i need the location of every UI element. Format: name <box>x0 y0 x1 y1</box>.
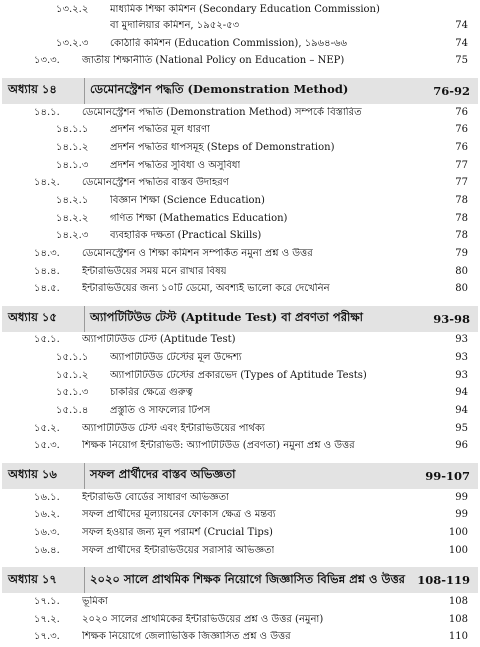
entry-page-number: 100 <box>448 526 468 538</box>
entry-title: শিক্ষক নিয়োগ ইন্টারভিউ: অ্যাপটিটিউড (প্রবণতা) নমুনা প্রশ্ন ও উত্তর <box>82 440 355 452</box>
entry-title: মাধ্যমিক শিক্ষা কমিশন (Secondary Education Commission) <box>110 4 380 15</box>
chapter-label: অধ্যায় ১৬ <box>8 467 57 482</box>
entry-title: ডেমোনস্ট্রেশন ও শিক্ষা কমিশন সম্পর্কিত নমুনা প্রশ্ন ও উত্তর <box>82 247 313 259</box>
entry-page-number: 74 <box>455 19 468 31</box>
entry-page-number: 75 <box>455 55 468 67</box>
entry-page-number: 79 <box>455 247 468 259</box>
chapter-divider <box>84 306 85 332</box>
entry-number: ১৩.৩. <box>34 55 60 67</box>
entry-number: ১৪.২.২ <box>56 212 89 224</box>
entry-page-number: 77 <box>455 159 468 171</box>
entry-title: ডেমোনস্ট্রেশন পদ্ধতির বাস্তব উদাহরণ <box>82 177 229 189</box>
entry-title: ভূমিকা <box>82 595 108 607</box>
entry-number: ১৫.১.৩ <box>56 387 89 399</box>
entry-number: ১৪.৫. <box>34 283 60 295</box>
toc-entry <box>0 279 480 299</box>
entry-title: প্রদর্শন পদ্ধতির ধাপসমূহ (Steps of Demonstration) <box>110 141 335 153</box>
entry-title: ব্যবহারিক দক্ষতা (Practical Skills) <box>110 230 262 242</box>
chapter-label: অধ্যায় ১৭ <box>8 571 57 586</box>
entry-title: অ্যাপটিটিউড টেস্টের প্রকারভেদ (Types of Aptitude Tests) <box>110 369 367 381</box>
chapter-header <box>2 306 478 332</box>
entry-number: ১৪.১. <box>34 106 60 118</box>
entry-title: প্রদর্শন পদ্ধতির মূল ধারণা <box>110 124 211 136</box>
entry-page-number: 76 <box>455 141 468 153</box>
chapter-title: ২০২০ সালে প্রাথমিক শিক্ষক নিয়োগে জিজ্ঞাসিত বিভিন্ন প্রশ্ন ও উত্তর <box>90 571 405 586</box>
entry-page-number: 95 <box>455 422 468 434</box>
entry-number: ১৬.৩. <box>34 526 60 538</box>
chapter-title: ডেমোনস্ট্রেশন পদ্ধতি (Demonstration Method) <box>90 82 349 97</box>
entry-title: সফল হওয়ার জন্য মূল পরামর্শ (Crucial Tips) <box>82 526 273 538</box>
toc-entry <box>0 436 480 456</box>
chapter-page-range: 108-119 <box>417 573 470 588</box>
entry-page-number: 76 <box>455 124 468 136</box>
entry-number: ১৭.৩. <box>34 631 60 643</box>
chapter-divider <box>84 567 85 593</box>
entry-number: ১৫.১.২ <box>56 369 89 381</box>
entry-number: ১৪.১.১ <box>56 124 89 136</box>
entry-number: ১৪.২. <box>34 177 60 189</box>
entry-title: শিক্ষক নিয়োগে জেলাভিত্তিক জিজ্ঞাসিত প্রশ্ন ও উত্তর <box>82 631 291 643</box>
entry-title: ডেমোনস্ট্রেশন পদ্ধতি (Demonstration Method) সম্পর্কে বিস্তারিত <box>82 106 362 118</box>
chapter-divider <box>84 463 85 489</box>
entry-number: ১৫.১. <box>34 334 60 346</box>
entry-number: ১৪.৪. <box>34 265 60 277</box>
entry-title: ইন্টারভিউয়ের জন্য ১০টি ডেমো, অবশ্যই ভালো করে দেখেনিন <box>82 283 330 295</box>
chapter-label: অধ্যায় ১৪ <box>8 82 57 97</box>
entry-page-number: 110 <box>448 631 468 643</box>
toc-entry <box>0 51 480 71</box>
chapter-title: সফল প্রার্থীদের বাস্তব অভিজ্ঞতা <box>90 467 236 482</box>
entry-title: ইন্টারভিউ বোর্ডের সাধারণ অভিজ্ঞতা <box>82 491 230 503</box>
entry-number: ১৪.১.৩ <box>56 159 89 171</box>
entry-title: অ্যাপটিটিউড টেস্ট এবং ইন্টারভিউয়ের পার্থক্য <box>82 422 265 434</box>
entry-title: প্রস্তুতি ও সাফল্যের টিপস <box>110 405 211 416</box>
entry-page-number: 93 <box>455 369 468 381</box>
entry-page-number: 108 <box>448 613 468 625</box>
chapter-header <box>2 567 478 593</box>
entry-title: বিজ্ঞান শিক্ষা (Science Education) <box>110 194 265 206</box>
chapter-header <box>2 463 478 489</box>
entry-number: ১৫.৩. <box>34 440 60 452</box>
entry-title: চাকরির ক্ষেত্রে গুরুত্ব <box>110 387 193 399</box>
entry-number: ১৩.২.৩ <box>56 37 89 49</box>
entry-number: ১৪.৩. <box>34 247 60 259</box>
entry-page-number: 93 <box>455 352 468 363</box>
entry-title: সফল প্রার্থীদের ইন্টারভিউয়ের সরাসরি অভিজ্ঞতা <box>82 544 275 556</box>
entry-number: ১৪.২.১ <box>56 194 89 206</box>
entry-title: বা মুদালিয়ার কমিশন, ১৯৫২-৫৩ <box>110 19 240 31</box>
entry-number: ১৬.২. <box>34 509 60 521</box>
chapter-title: অ্যাপটিটিউড টেস্ট (Aptitude Test) বা প্রবণতা পরীক্ষা <box>90 310 363 325</box>
entry-page-number: 74 <box>455 37 468 49</box>
entry-page-number: 80 <box>455 283 468 295</box>
entry-title: প্রদর্শন পদ্ধতির সুবিধা ও অসুবিধা <box>110 159 241 171</box>
entry-title: জাতীয় শিক্ষানীতি (National Policy on Education – NEP) <box>82 55 345 67</box>
entry-number: ১৭.১. <box>34 595 60 607</box>
entry-number: ১৩.২.২ <box>56 4 89 15</box>
entry-page-number: 100 <box>448 544 468 556</box>
chapter-page-range: 93-98 <box>433 311 470 326</box>
entry-title: অ্যাপটিটিউড টেস্টের মূল উদ্দেশ্য <box>110 352 242 363</box>
entry-page-number: 78 <box>455 230 468 242</box>
entry-page-number: 80 <box>455 265 468 277</box>
entry-title: গণিত শিক্ষা (Mathematics Education) <box>110 212 288 224</box>
entry-number: ১৪.১.২ <box>56 141 89 153</box>
entry-page-number: 77 <box>455 177 468 189</box>
entry-title: ২০২০ সালের প্রাথমিকের ইন্টারভিউয়ের প্রশ্ন ও উত্তর (নমুনা) <box>82 613 324 625</box>
toc-entry <box>0 627 480 647</box>
entry-page-number: 94 <box>455 405 468 416</box>
chapter-page-range: 99-107 <box>425 468 470 483</box>
chapter-header <box>2 78 478 104</box>
entry-number: ১৬.৪. <box>34 544 60 556</box>
chapter-label: অধ্যায় ১৫ <box>8 310 57 325</box>
entry-title: কোঠারি কমিশন (Education Commission), ১৯৬৪-৬৬ <box>110 37 348 49</box>
entry-number: ১৫.১.১ <box>56 352 89 363</box>
toc-entry <box>0 541 480 561</box>
entry-number: ১৭.২. <box>34 613 60 625</box>
entry-page-number: 76 <box>455 106 468 118</box>
entry-number: ১৬.১. <box>34 491 60 503</box>
entry-title: সফল প্রার্থীদের মূল্যায়নের ফোকাস ক্ষেত্র ও মন্তব্য <box>82 509 276 521</box>
chapter-divider <box>84 78 85 104</box>
entry-page-number: 96 <box>455 440 468 452</box>
entry-page-number: 93 <box>455 334 468 346</box>
entry-title: ইন্টারভিউয়ের সময় মনে রাখার বিষয় <box>82 265 227 277</box>
chapter-page-range: 76-92 <box>433 83 470 98</box>
entry-number: ১৪.২.৩ <box>56 230 89 242</box>
entry-number: ১৫.২. <box>34 422 60 434</box>
entry-page-number: 99 <box>455 509 468 521</box>
entry-page-number: 99 <box>455 491 468 503</box>
entry-title: অ্যাপটিটিউড টেস্ট (Aptitude Test) <box>82 334 236 346</box>
entry-page-number: 94 <box>455 387 468 399</box>
entry-page-number: 78 <box>455 212 468 224</box>
entry-page-number: 108 <box>448 595 468 607</box>
entry-number: ১৫.১.৪ <box>56 405 89 416</box>
entry-page-number: 78 <box>455 194 468 206</box>
